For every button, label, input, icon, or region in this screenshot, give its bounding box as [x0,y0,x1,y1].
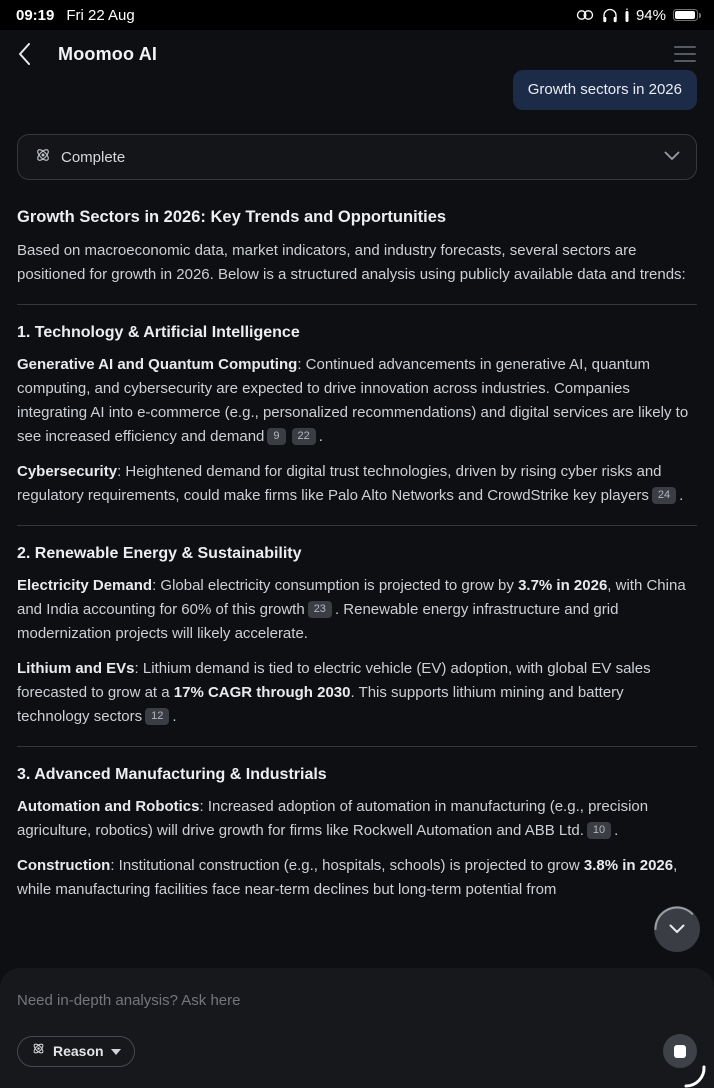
reason-button[interactable] [17,1036,135,1067]
divider [17,304,697,305]
date: Fri 22 Aug [66,6,135,24]
section-heading-1: 1. Technology & Artificial Intelligence [17,324,300,341]
citation-badge[interactable]: 23 [308,601,332,618]
caret-down-icon [111,1049,121,1055]
article-title: Growth Sectors in 2026: Key Trends and Opportunities [17,208,447,226]
citation-badge[interactable]: 22 [292,428,316,445]
paragraph: Electricity Demand: Global electricity consumption is projected to grow by 3.7% in 2026, with China and India accounting for 60% of this growth 23 . Renewable energy infrastructure and grid modernization projects will likely accelerate. [17,577,686,642]
menu-button[interactable] [674,42,696,66]
ai-response [17,206,697,902]
citation-badge[interactable]: 12 [145,708,169,725]
stop-icon [674,1045,686,1058]
clock: 09:19 [16,6,55,24]
paragraph: Construction: Institutional construction (e.g., hospitals, schools) is projected to grow 3.8% in 2026, while manufacturing facilities face near-term declines but long-term potential from [17,857,678,898]
composer [0,968,714,1088]
status-bar [0,0,714,30]
citation-badge[interactable]: 9 [267,428,285,445]
hamburger-icon [674,46,696,48]
hotspot-icon [575,8,595,22]
back-button[interactable] [18,41,44,67]
paragraph: Cybersecurity: Heightened demand for digital trust technologies, driven by rising cyber risks and regulatory requirements, could make firms like Palo Alto Networks and CrowdStrike key players 24 . [17,463,684,504]
chevron-down-icon [664,148,680,166]
battery-icon [673,9,698,21]
article-intro: Based on macroeconomic data, market indicators, and industry forecasts, several sectors are positioned for growth in 2026. Below is a structured analysis using publicly available data and trends: [17,242,686,283]
complete-panel[interactable] [17,134,697,180]
divider [17,746,697,747]
citation-badge[interactable]: 10 [587,822,611,839]
atom-icon [31,1041,46,1061]
atom-icon [34,146,52,169]
paragraph: Lithium and EVs: Lithium demand is tied to electric vehicle (EV) adoption, with global EV sales forecasted to grow at a 17% CAGR through 2030. This supports lithium mining and battery technology sectors 12 . [17,660,651,725]
section-heading-3: 3. Advanced Manufacturing & Industrials [17,766,327,783]
stop-button[interactable] [663,1034,697,1068]
paragraph: Automation and Robotics: Increased adoption of automation in manufacturing (e.g., precision agriculture, robotics) will drive growth for firms like Rockwell Automation and ABB Ltd. 10 . [17,798,649,839]
scroll-to-bottom-button[interactable] [654,906,700,952]
complete-label: Complete [61,148,126,166]
divider [17,525,697,526]
progress-ring [654,906,700,952]
message-input[interactable]: Need in-depth analysis? Ask here [17,992,241,1009]
reason-label: Reason [53,1043,104,1059]
battery-percent: 94% [635,6,666,24]
section-heading-2: 2. Renewable Energy & Sustainability [17,545,302,562]
citation-badge[interactable]: 24 [652,487,676,504]
page-title: Moomoo AI [58,43,158,64]
headphones-battery-icon [625,8,629,22]
back-chevron-icon [18,43,31,65]
user-message-bubble: Growth sectors in 2026 [513,70,697,110]
paragraph: Generative AI and Quantum Computing: Continued advancements in generative AI, quantum computing, and cybersecurity are expected to drive innovation across industries. Companies integrating AI into e-commerce (e.g., personalized recommendations) and digital services are likely to see increased efficiency and demand 9 22 . [17,356,689,445]
headphones-icon [602,8,618,23]
chat-area [0,70,714,968]
